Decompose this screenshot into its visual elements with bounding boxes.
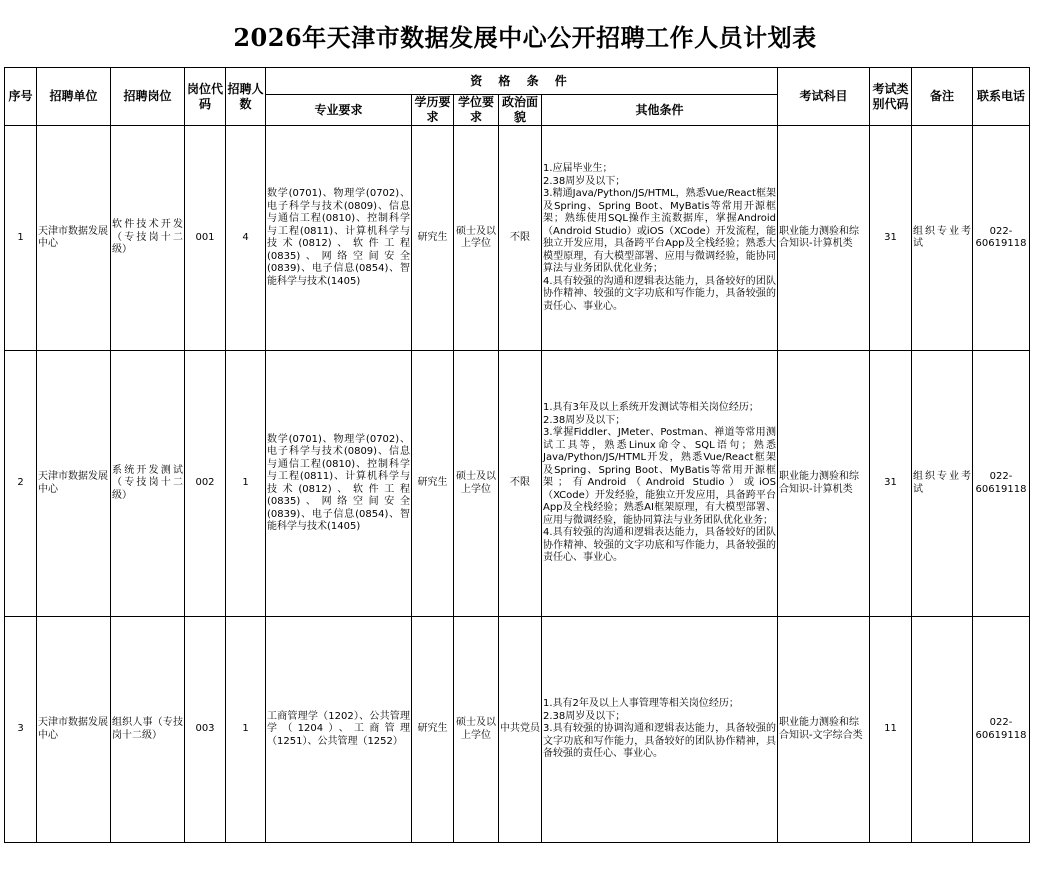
cell-political: 中共党员 (499, 617, 542, 843)
header-phone: 联系电话 (973, 68, 1030, 126)
cell-degree: 硕士及以上学位 (454, 351, 499, 617)
page-title: 2026年天津市数据发展中心公开招聘工作人员计划表 (233, 23, 817, 52)
condition-item: 2.38周岁及以下； (543, 175, 626, 187)
cell-political: 不限 (499, 126, 542, 351)
cell-other-conditions (542, 617, 778, 843)
condition-item: 3.精通Java/Python/JS/HTML，熟悉Vue/React框架及Spring、Spring Boot、MyBatis等常用开源框架；熟练使用SQL操作主流数据库，掌握Android（Android Studio）或iOS（XCode）开发流程，能独立开发应用，具备跨平台App及全栈经验；熟悉大模型原理，有大模型部署、应用与微调经验，能协同算法与业务团队优化业务； (543, 188, 776, 274)
cell-remark (912, 617, 973, 843)
cell-position: 系统开发测试（专技岗十二级） (111, 351, 185, 617)
condition-item: 4.具有较强的沟通和逻辑表达能力，具备较好的团队协作精神、较强的文字功底和写作能力，具备较强的责任心、事业心。 (543, 527, 776, 564)
table-row (5, 351, 1030, 617)
cell-seq: 3 (5, 617, 37, 843)
condition-item: 3.掌握Fiddler、JMeter、Postman、禅道等常用测试工具等，熟悉Linux命令、SQL语句；熟悉Java/Python/JS/HTML开发，熟悉Vue/React框架及Spring、Spring Boot、MyBatis等常用开源框架；有Android（Android Studio）或iOS（XCode）开发经验，能独立开发应用，具备跨平台App及全栈经验；熟悉AI框架原理，有大模型部署、应用与微调经验，能协同算法与业务团队优化业务； (543, 427, 776, 526)
cell-position: 软件技术开发（专技岗十二级） (111, 126, 185, 351)
header-remark: 备注 (912, 68, 973, 126)
cell-exam-code: 31 (870, 351, 912, 617)
cell-phone: 022-60619118 (973, 617, 1030, 843)
header-row-1 (5, 68, 1030, 95)
cell-education: 研究生 (412, 126, 454, 351)
cell-unit: 天津市数据发展中心 (37, 126, 111, 351)
cell-seq: 1 (5, 126, 37, 351)
cell-position: 组织人事（专技岗十二级） (111, 617, 185, 843)
cell-code: 003 (185, 617, 226, 843)
condition-item: 3.具有较强的协调沟通和逻辑表达能力，具备较强的文字功底和写作能力，具备较好的团队协作精神，具备较强的责任心、事业心。 (543, 723, 776, 760)
header-degree: 学位要求 (454, 95, 499, 126)
condition-item: 1.应届毕业生； (543, 163, 613, 174)
header-education: 学历要求 (412, 95, 454, 126)
condition-item: 2.38周岁及以下； (543, 414, 626, 426)
cell-education: 研究生 (412, 617, 454, 843)
condition-item: 2.38周岁及以下； (543, 710, 626, 722)
cell-count: 4 (226, 126, 266, 351)
header-seq: 序号 (5, 68, 37, 126)
cell-code: 002 (185, 351, 226, 617)
recruitment-plan-table (4, 67, 1030, 843)
table-row (5, 617, 1030, 843)
cell-code: 001 (185, 126, 226, 351)
cell-remark: 组织专业考试 (912, 126, 973, 351)
cell-phone: 022-60619118 (973, 351, 1030, 617)
header-code: 岗位代码 (185, 68, 226, 126)
cell-unit: 天津市数据发展中心 (37, 351, 111, 617)
cell-major: 工商管理学（1202）、公共管理学（1204）、工商管理（1251）、公共管理（1252） (266, 617, 412, 843)
cell-exam-code: 11 (870, 617, 912, 843)
cell-political: 不限 (499, 351, 542, 617)
cell-seq: 2 (5, 351, 37, 617)
table-row (5, 126, 1030, 351)
header-other: 其他条件 (542, 95, 778, 126)
cell-exam-subject: 职业能力测验和综合知识-计算机类 (778, 351, 870, 617)
cell-remark: 组织专业考试 (912, 351, 973, 617)
condition-item: 1.具有3年及以上系统开发测试等相关岗位经历； (543, 402, 759, 414)
cell-exam-subject: 职业能力测验和综合知识-文字综合类 (778, 617, 870, 843)
cell-count: 1 (226, 617, 266, 843)
cell-education: 研究生 (412, 351, 454, 617)
cell-other-conditions (542, 351, 778, 617)
cell-major: 数学(0701)、物理学(0702)、电子科学与技术(0809)、信息与通信工程(0810)、控制科学与工程(0811)、计算机科学与技术(0812)、软件工程(0835)、网络空间安全(0839)、电子信息(0854)、智能科学与技术(1405) (266, 351, 412, 617)
cell-unit: 天津市数据发展中心 (37, 617, 111, 843)
header-unit: 招聘单位 (37, 68, 111, 126)
condition-item: 4.具有较强的沟通和逻辑表达能力，具备较好的团队协作精神、较强的文字功底和写作能力，具备较强的责任心、事业心。 (543, 275, 776, 312)
header-exam-subject: 考试科目 (778, 68, 870, 126)
cell-count: 1 (226, 351, 266, 617)
header-political: 政治面貌 (499, 95, 542, 126)
header-qualifications: 资 格 条 件 (266, 68, 778, 95)
cell-other-conditions (542, 126, 778, 351)
header-count: 招聘人数 (226, 68, 266, 126)
header-major: 专业要求 (266, 95, 412, 126)
cell-exam-code: 31 (870, 126, 912, 351)
header-exam-code: 考试类别代码 (870, 68, 912, 126)
cell-major: 数学(0701)、物理学(0702)、电子科学与技术(0809)、信息与通信工程(0810)、控制科学与工程(0811)、计算机科学与技术(0812)、软件工程(0835)、网络空间安全(0839)、电子信息(0854)、智能科学与技术(1405) (266, 126, 412, 351)
condition-item: 1.具有2年及以上人事管理等相关岗位经历； (543, 698, 739, 710)
cell-phone: 022-60619118 (973, 126, 1030, 351)
cell-degree: 硕士及以上学位 (454, 126, 499, 351)
cell-exam-subject: 职业能力测验和综合知识-计算机类 (778, 126, 870, 351)
header-position: 招聘岗位 (111, 68, 185, 126)
cell-degree: 硕士及以上学位 (454, 617, 499, 843)
